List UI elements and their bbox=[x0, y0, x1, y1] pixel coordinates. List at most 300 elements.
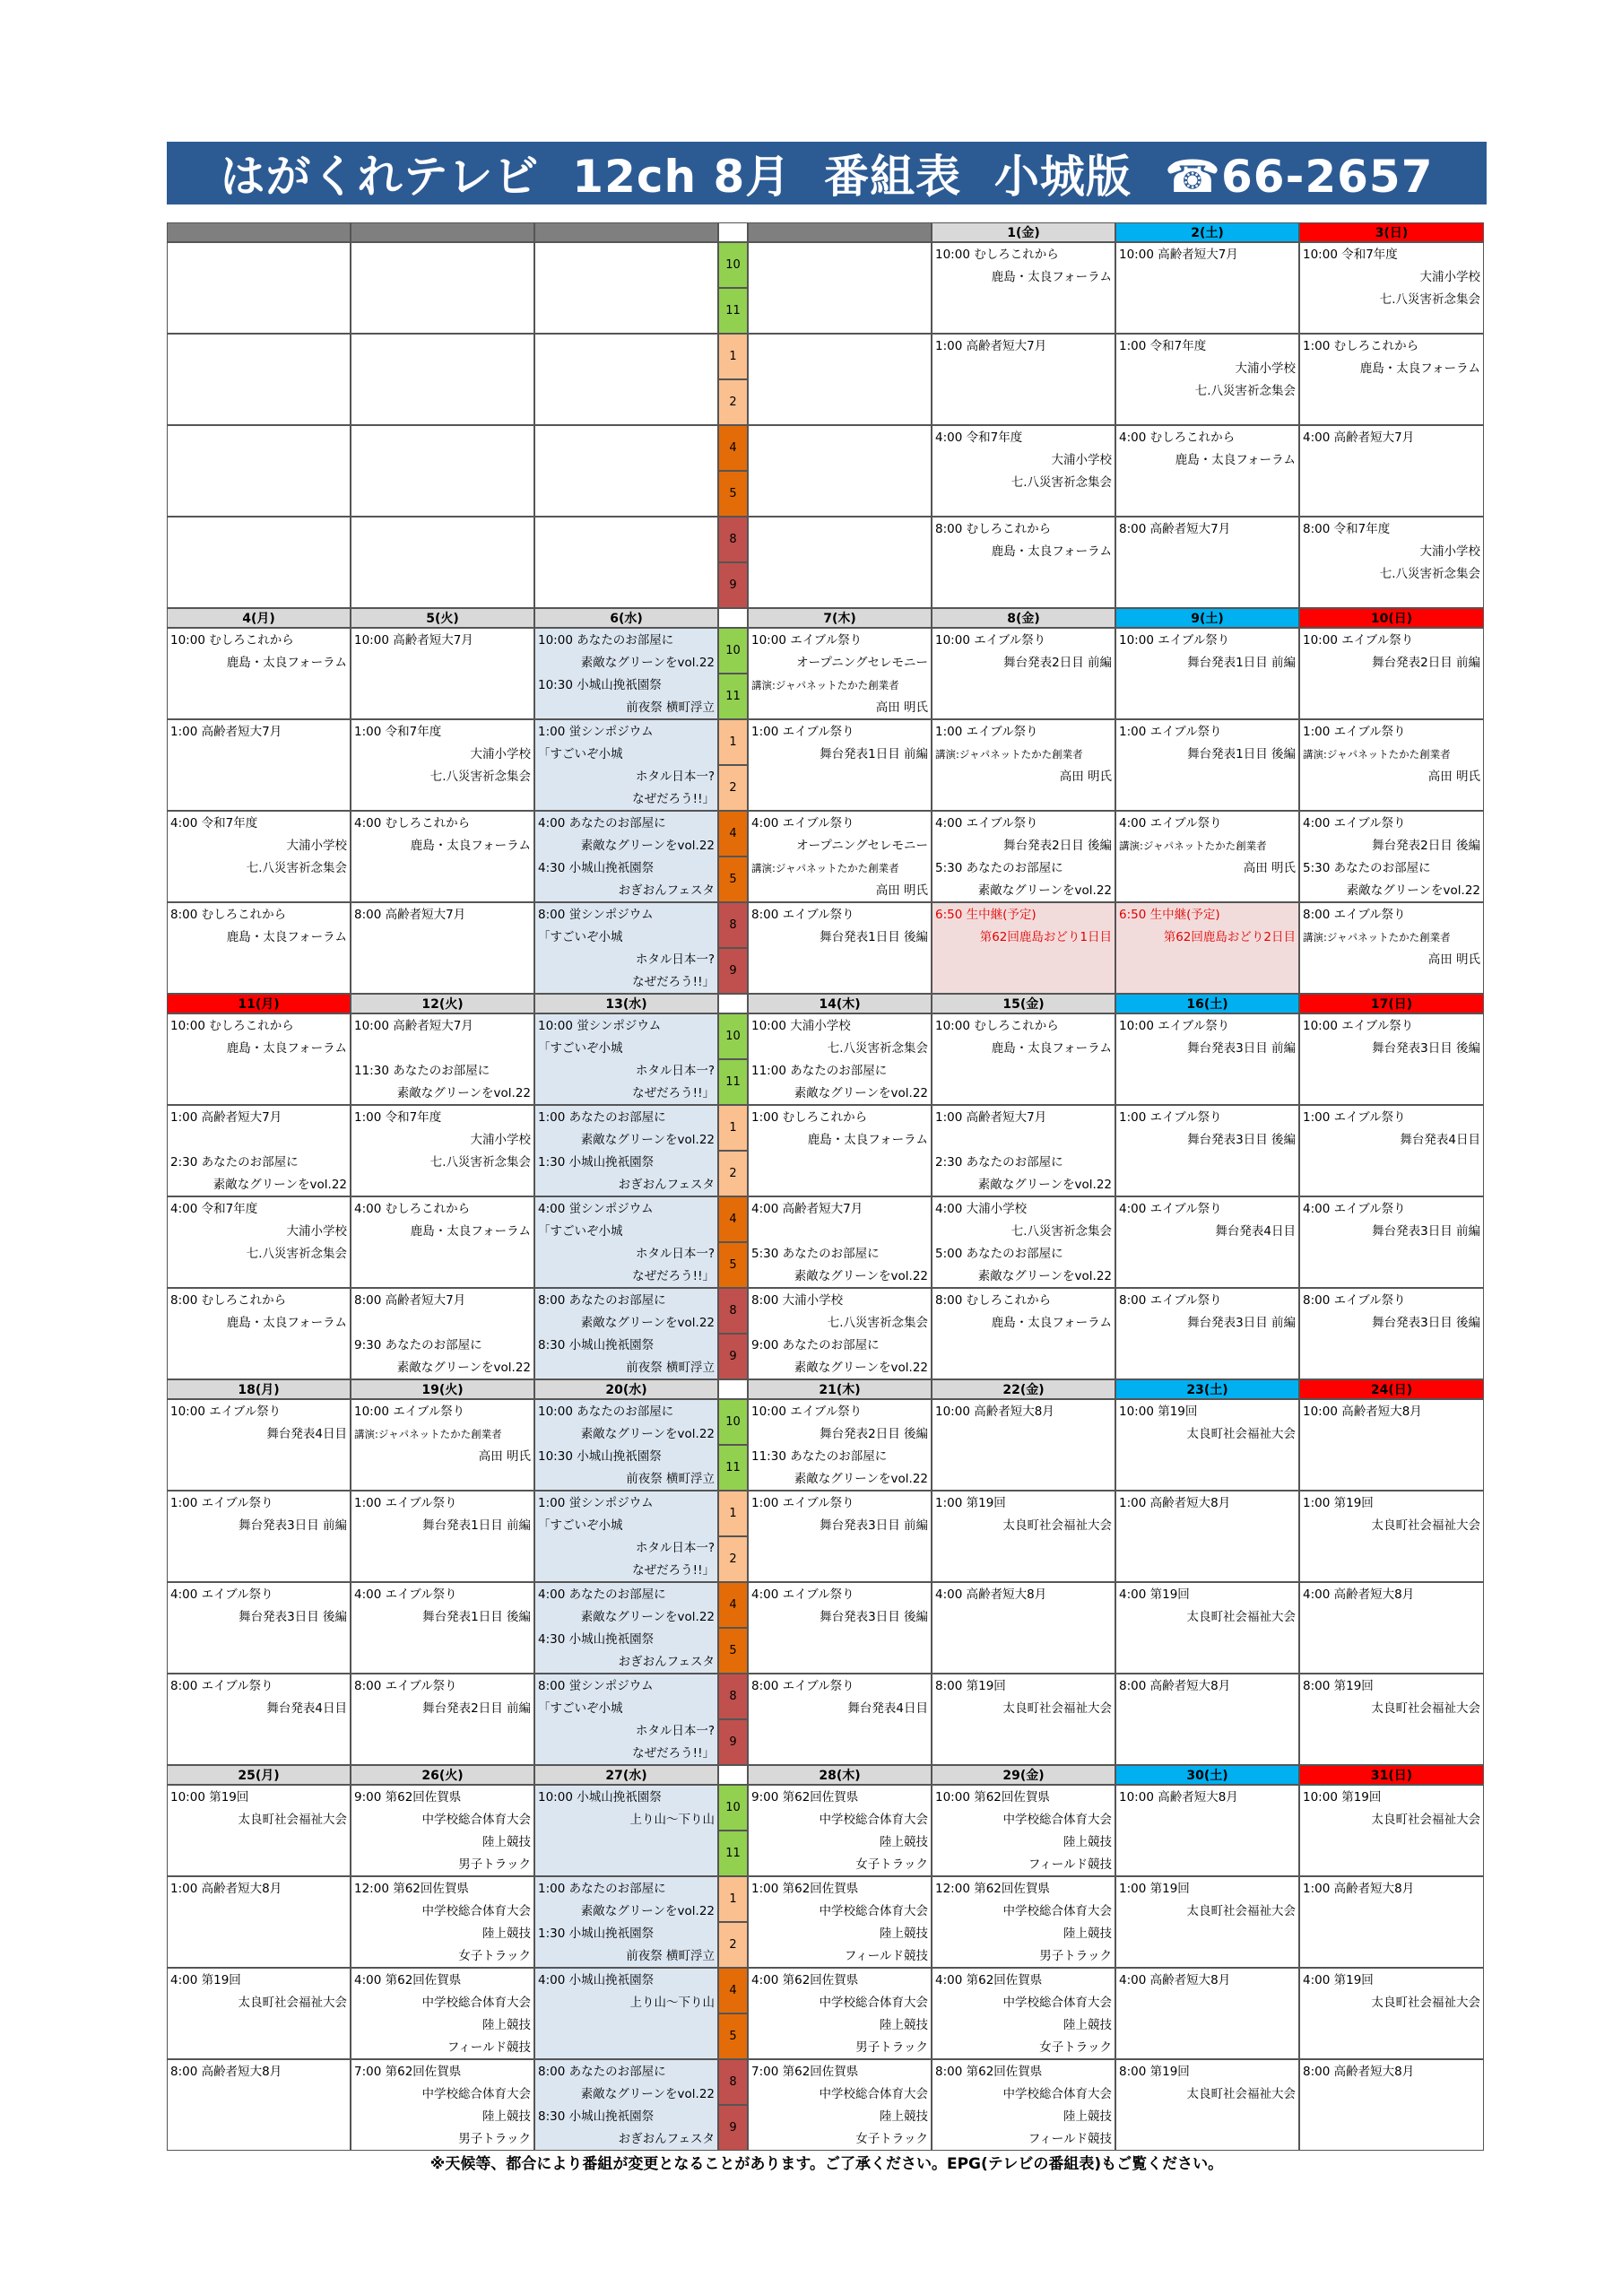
program-cell bbox=[167, 1013, 351, 1105]
program-line: 4:30 小城山挽祇園祭 bbox=[538, 1632, 655, 1647]
program-cell bbox=[351, 1399, 534, 1491]
program-line: 陸上競技 bbox=[482, 1926, 531, 1941]
program-cell bbox=[351, 425, 534, 517]
day-header: 23(土) bbox=[1115, 1379, 1299, 1399]
program-line: 鹿島・太良フォーラム bbox=[991, 544, 1112, 559]
program-cell bbox=[932, 1674, 1115, 1765]
program-line: 陸上競技 bbox=[880, 1835, 928, 1849]
program-line: 素敵なグリーンをvol.22 bbox=[580, 1427, 715, 1441]
program-line: 1:00 むしろこれから bbox=[751, 1110, 868, 1125]
program-line: 舞台発表3日目 後編 bbox=[1187, 1133, 1296, 1147]
program-line: 10:00 第19回 bbox=[1303, 1790, 1382, 1805]
program-line: 講演:ジャパネットたかた創業者 bbox=[751, 679, 899, 691]
program-line: 陸上競技 bbox=[482, 2109, 531, 2124]
hour-label: 9 bbox=[718, 1719, 748, 1765]
program-line: おぎおんフェスタ bbox=[618, 1655, 715, 1669]
hour-label: 4 bbox=[718, 1582, 748, 1628]
day-header bbox=[534, 222, 718, 242]
program-line: 10:00 エイブル祭り bbox=[751, 1405, 863, 1419]
program-line: 4:00 エイブル祭り bbox=[751, 1587, 854, 1602]
program-cell bbox=[167, 334, 351, 425]
program-cell bbox=[1115, 1674, 1299, 1765]
program-line: 2:30 あなたのお部屋に bbox=[935, 1155, 1063, 1170]
program-line: 舞台発表3日目 前編 bbox=[1187, 1316, 1296, 1330]
program-line: 4:00 高齢者短大7月 bbox=[751, 1202, 863, 1216]
program-cell bbox=[534, 1399, 718, 1491]
program-line: ホタル日本一? bbox=[635, 1247, 715, 1261]
program-line: 大浦小学校 bbox=[1419, 544, 1480, 559]
program-line: 鹿島・太良フォーラム bbox=[410, 1224, 531, 1239]
program-cell bbox=[748, 2059, 932, 2151]
program-line: 1:00 エイブル祭り bbox=[354, 1496, 457, 1510]
program-cell bbox=[748, 1013, 932, 1105]
day-header: 20(水) bbox=[534, 1379, 718, 1399]
program-line: 中学校総合体育大会 bbox=[421, 1813, 531, 1827]
program-line: 素敵なグリーンをvol.22 bbox=[213, 1178, 347, 1192]
program-line: 4:00 小城山挽祇園祭 bbox=[538, 1973, 655, 1987]
program-line: 素敵なグリーンをvol.22 bbox=[794, 1269, 928, 1283]
hour-gutter-header bbox=[718, 994, 748, 1013]
program-cell bbox=[167, 1196, 351, 1288]
program-line: 8:00 高齢者短大7月 bbox=[354, 1293, 466, 1308]
day-header: 19(火) bbox=[351, 1379, 534, 1399]
program-cell bbox=[1299, 811, 1484, 902]
program-line: 大浦小学校 bbox=[1051, 453, 1112, 467]
program-line: 1:00 あなたのお部屋に bbox=[538, 1110, 666, 1125]
program-line: 4:30 小城山挽祇園祭 bbox=[538, 861, 655, 875]
program-line: 8:00 第19回 bbox=[935, 1679, 1006, 1693]
program-line: 舞台発表1日目 前編 bbox=[422, 1518, 531, 1533]
day-header: 25(月) bbox=[167, 1765, 351, 1785]
day-header: 29(金) bbox=[932, 1765, 1115, 1785]
program-line: 舞台発表2日目 前編 bbox=[1003, 656, 1112, 670]
program-line: 10:00 あなたのお部屋に bbox=[538, 633, 674, 648]
day-header: 3(日) bbox=[1299, 222, 1484, 242]
program-cell bbox=[167, 1876, 351, 1968]
program-line: 9:30 あなたのお部屋に bbox=[354, 1338, 482, 1352]
hour-label: 1 bbox=[718, 1876, 748, 1922]
program-line: 8:00 蛍シンポジウム bbox=[538, 1679, 654, 1693]
program-cell bbox=[534, 1013, 718, 1105]
program-line: 七.八災害祈念集会 bbox=[246, 1247, 347, 1261]
day-header bbox=[167, 222, 351, 242]
program-line: 10:00 第62回佐賀県 bbox=[935, 1790, 1050, 1805]
program-cell bbox=[1299, 1674, 1484, 1765]
program-cell bbox=[1299, 1876, 1484, 1968]
program-line: 10:00 高齢者短大7月 bbox=[354, 1019, 473, 1033]
day-header: 9(土) bbox=[1115, 608, 1299, 628]
program-line: 10:00 高齢者短大7月 bbox=[354, 633, 473, 648]
program-line: 8:00 第62回佐賀県 bbox=[935, 2065, 1043, 2079]
program-line: 講演:ジャパネットたかた創業者 bbox=[354, 1428, 502, 1440]
program-cell bbox=[932, 1876, 1115, 1968]
hour-label: 5 bbox=[718, 1628, 748, 1674]
day-header: 30(土) bbox=[1115, 1765, 1299, 1785]
program-line: 4:00 第62回佐賀県 bbox=[751, 1973, 859, 1987]
program-line: 4:00 令和7年度 bbox=[935, 430, 1023, 445]
program-line: 上り山～下り山 bbox=[629, 1813, 715, 1827]
program-line: 舞台発表3日目 前編 bbox=[820, 1518, 928, 1533]
program-line: 8:00 むしろこれから bbox=[935, 1293, 1052, 1308]
program-line: ホタル日本一? bbox=[635, 1724, 715, 1738]
day-header: 11(月) bbox=[167, 994, 351, 1013]
hour-label: 1 bbox=[718, 334, 748, 379]
day-header: 16(土) bbox=[1115, 994, 1299, 1013]
program-line: 舞台発表3日目 前編 bbox=[239, 1518, 347, 1533]
program-line: 太良町社会福祉大会 bbox=[1002, 1518, 1112, 1533]
program-cell bbox=[534, 811, 718, 902]
hour-label: 2 bbox=[718, 1151, 748, 1196]
hour-label: 8 bbox=[718, 517, 748, 562]
day-header: 7(木) bbox=[748, 608, 932, 628]
program-line: 鹿島・太良フォーラム bbox=[226, 1041, 347, 1056]
program-line: 大浦小学校 bbox=[470, 1133, 531, 1147]
program-line: 素敵なグリーンをvol.22 bbox=[396, 1086, 531, 1100]
program-cell bbox=[351, 242, 534, 334]
hour-label: 10 bbox=[718, 242, 748, 288]
hour-label: 2 bbox=[718, 379, 748, 425]
program-line: 10:00 高齢者短大8月 bbox=[935, 1405, 1054, 1419]
program-line: 素敵なグリーンをvol.22 bbox=[977, 1178, 1112, 1192]
hour-label: 8 bbox=[718, 1674, 748, 1719]
program-line: 1:00 高齢者短大8月 bbox=[170, 1882, 282, 1896]
program-line: 10:00 エイブル祭り bbox=[1303, 633, 1414, 648]
program-cell bbox=[351, 1491, 534, 1582]
program-cell bbox=[932, 1399, 1115, 1491]
program-line: 素敵なグリーンをvol.22 bbox=[580, 1133, 715, 1147]
program-cell bbox=[534, 2059, 718, 2151]
program-line: 太良町社会福祉大会 bbox=[238, 1813, 347, 1827]
program-line: 鹿島・太良フォーラム bbox=[226, 930, 347, 944]
program-line: 4:00 高齢者短大8月 bbox=[1303, 1587, 1415, 1602]
program-line bbox=[354, 1312, 531, 1335]
day-header: 18(月) bbox=[167, 1379, 351, 1399]
program-cell bbox=[932, 334, 1115, 425]
program-cell bbox=[1115, 811, 1299, 902]
program-line: 太良町社会福祉大会 bbox=[1002, 1701, 1112, 1716]
program-line: 素敵なグリーンをvol.22 bbox=[580, 656, 715, 670]
program-cell bbox=[351, 902, 534, 994]
program-line: 8:30 小城山挽祇園祭 bbox=[538, 1338, 655, 1352]
program-cell bbox=[351, 1785, 534, 1876]
program-line: おぎおんフェスタ bbox=[618, 2132, 715, 2146]
program-line: 舞台発表2日目 後編 bbox=[1372, 839, 1480, 853]
program-line: 5:30 あなたのお部屋に bbox=[935, 861, 1063, 875]
program-cell bbox=[351, 628, 534, 719]
program-line: 陸上競技 bbox=[482, 1835, 531, 1849]
program-line: 男子トラック bbox=[458, 2132, 531, 2146]
program-line: 1:00 高齢者短大7月 bbox=[170, 1110, 282, 1125]
program-line: 12:00 第62回佐賀県 bbox=[354, 1882, 469, 1896]
program-line: 七.八災害祈念集会 bbox=[1379, 292, 1480, 307]
day-header: 17(日) bbox=[1299, 994, 1484, 1013]
program-cell bbox=[932, 628, 1115, 719]
program-cell bbox=[1299, 719, 1484, 811]
program-line: 太良町社会福祉大会 bbox=[1371, 1701, 1480, 1716]
program-line: 太良町社会福祉大会 bbox=[1186, 1904, 1296, 1918]
hour-label: 8 bbox=[718, 2059, 748, 2105]
hour-label: 8 bbox=[718, 902, 748, 948]
program-line: 9:00 あなたのお部屋に bbox=[751, 1338, 880, 1352]
program-cell bbox=[1115, 628, 1299, 719]
program-line: 8:00 エイブル祭り bbox=[354, 1679, 457, 1693]
program-line: 太良町社会福祉大会 bbox=[1371, 1813, 1480, 1827]
program-line: 8:00 高齢者短大8月 bbox=[1119, 1679, 1231, 1693]
program-line: 中学校総合体育大会 bbox=[819, 1813, 928, 1827]
hour-label: 4 bbox=[718, 425, 748, 471]
program-line: 太良町社会福祉大会 bbox=[1186, 1427, 1296, 1441]
program-cell bbox=[748, 811, 932, 902]
program-cell bbox=[748, 628, 932, 719]
day-header: 28(木) bbox=[748, 1765, 932, 1785]
program-line: 10:00 大浦小学校 bbox=[751, 1019, 851, 1033]
program-cell bbox=[748, 1105, 932, 1196]
program-line: 8:00 むしろこれから bbox=[170, 1293, 287, 1308]
program-line: 7:00 第62回佐賀県 bbox=[354, 2065, 462, 2079]
footnote: ※天候等、都合により番組が変更となることがあります。ご了承ください。EPG(テレビの番組表)もご覧ください。 bbox=[429, 2155, 1224, 2173]
program-line: オープニングセレモニー bbox=[796, 656, 928, 670]
program-line: 七.八災害祈念集会 bbox=[429, 1155, 531, 1170]
program-cell bbox=[748, 242, 932, 334]
program-line: 舞台発表3日目 後編 bbox=[1372, 1316, 1480, 1330]
program-line: 鹿島・太良フォーラム bbox=[991, 1316, 1112, 1330]
program-line: 8:00 エイブル祭り bbox=[1303, 1293, 1406, 1308]
hour-label: 2 bbox=[718, 765, 748, 811]
program-line: 10:00 エイブル祭り bbox=[354, 1405, 465, 1419]
program-line: 4:00 蛍シンポジウム bbox=[538, 1202, 654, 1216]
program-cell bbox=[351, 1196, 534, 1288]
program-line: 女子トラック bbox=[855, 1857, 928, 1872]
program-cell bbox=[748, 1785, 932, 1876]
program-line: 8:00 令和7年度 bbox=[1303, 522, 1391, 536]
hour-label: 2 bbox=[718, 1922, 748, 1968]
hour-label: 4 bbox=[718, 811, 748, 857]
program-line: 1:00 第19回 bbox=[935, 1496, 1006, 1510]
day-header: 4(月) bbox=[167, 608, 351, 628]
program-line: なぜだろう!!」 bbox=[632, 792, 715, 806]
program-cell bbox=[167, 242, 351, 334]
program-line: フィールド競技 bbox=[1028, 2132, 1112, 2146]
hour-label: 9 bbox=[718, 1334, 748, 1379]
program-cell bbox=[351, 517, 534, 608]
hour-label: 10 bbox=[718, 1399, 748, 1445]
program-cell bbox=[167, 517, 351, 608]
program-line: 舞台発表3日目 後編 bbox=[239, 1610, 347, 1624]
program-line: 大浦小学校 bbox=[1419, 270, 1480, 284]
program-line: 舞台発表1日目 後編 bbox=[820, 930, 928, 944]
program-line: 中学校総合体育大会 bbox=[819, 1996, 928, 2010]
program-cell bbox=[1115, 1582, 1299, 1674]
program-line: 2:30 あなたのお部屋に bbox=[170, 1155, 299, 1170]
program-cell bbox=[932, 1491, 1115, 1582]
hour-label: 5 bbox=[718, 1242, 748, 1288]
program-line: 大浦小学校 bbox=[1235, 361, 1296, 376]
program-line: 1:00 高齢者短大8月 bbox=[1303, 1882, 1415, 1896]
hour-label: 4 bbox=[718, 1196, 748, 1242]
program-line: 素敵なグリーンをvol.22 bbox=[580, 2087, 715, 2101]
hour-label: 5 bbox=[718, 471, 748, 517]
program-line bbox=[170, 1129, 347, 1152]
program-line: 8:00 むしろこれから bbox=[170, 908, 287, 922]
hour-gutter-header bbox=[718, 1765, 748, 1785]
program-line: なぜだろう!!」 bbox=[632, 1086, 715, 1100]
program-line: 素敵なグリーンをvol.22 bbox=[580, 1610, 715, 1624]
program-line: 10:00 むしろこれから bbox=[170, 633, 294, 648]
program-line: 素敵なグリーンをvol.22 bbox=[977, 883, 1112, 898]
program-cell bbox=[748, 334, 932, 425]
program-line: 1:00 第62回佐賀県 bbox=[751, 1882, 859, 1896]
program-line: 高田 明氏 bbox=[478, 1449, 531, 1464]
program-cell bbox=[167, 2059, 351, 2151]
program-line: 1:00 エイブル祭り bbox=[751, 1496, 854, 1510]
program-line: 第62回鹿島おどり1日目 bbox=[979, 930, 1112, 944]
program-line: 1:00 令和7年度 bbox=[354, 725, 442, 739]
program-line: おぎおんフェスタ bbox=[618, 1178, 715, 1192]
day-header: 22(金) bbox=[932, 1379, 1115, 1399]
program-cell bbox=[1115, 334, 1299, 425]
program-line: 4:00 第62回佐賀県 bbox=[354, 1973, 462, 1987]
program-line: 1:30 小城山挽祇園祭 bbox=[538, 1155, 655, 1170]
program-cell bbox=[167, 628, 351, 719]
program-line: 舞台発表4日目 bbox=[266, 1701, 347, 1716]
hour-label: 10 bbox=[718, 1785, 748, 1831]
program-cell bbox=[167, 902, 351, 994]
program-cell bbox=[1115, 1013, 1299, 1105]
program-line: 素敵なグリーンをvol.22 bbox=[794, 1472, 928, 1486]
program-line: ホタル日本一? bbox=[635, 770, 715, 784]
program-line: 10:00 小城山挽祇園祭 bbox=[538, 1790, 662, 1805]
program-line: 鹿島・太良フォーラム bbox=[226, 656, 347, 670]
day-header: 15(金) bbox=[932, 994, 1115, 1013]
program-line: 太良町社会福祉大会 bbox=[1186, 2087, 1296, 2101]
hour-gutter-header bbox=[718, 1379, 748, 1399]
program-line: 陸上競技 bbox=[1063, 2109, 1112, 2124]
program-line: 10:00 むしろこれから bbox=[935, 1019, 1059, 1033]
program-line: 舞台発表4日目 bbox=[266, 1427, 347, 1441]
program-line: 10:00 エイブル祭り bbox=[751, 633, 863, 648]
program-line: 10:00 エイブル祭り bbox=[1303, 1019, 1414, 1033]
program-cell bbox=[1299, 1785, 1484, 1876]
program-line: 舞台発表3日目 前編 bbox=[1372, 1224, 1480, 1239]
program-cell bbox=[932, 517, 1115, 608]
program-line: 中学校総合体育大会 bbox=[819, 2087, 928, 2101]
program-cell bbox=[1115, 425, 1299, 517]
program-cell bbox=[167, 811, 351, 902]
program-cell bbox=[1299, 1196, 1484, 1288]
program-cell bbox=[748, 517, 932, 608]
program-line: 4:00 第19回 bbox=[1119, 1587, 1190, 1602]
program-line: 舞台発表4日目 bbox=[1400, 1133, 1480, 1147]
hour-label: 11 bbox=[718, 1445, 748, 1491]
program-line: 講演:ジャパネットたかた創業者 bbox=[935, 748, 1083, 761]
day-header: 21(木) bbox=[748, 1379, 932, 1399]
program-cell bbox=[1115, 1196, 1299, 1288]
program-cell bbox=[351, 811, 534, 902]
program-cell bbox=[1115, 719, 1299, 811]
program-line: なぜだろう!!」 bbox=[632, 1269, 715, 1283]
program-cell bbox=[1299, 1105, 1484, 1196]
hour-gutter-header bbox=[718, 222, 748, 242]
program-cell bbox=[167, 719, 351, 811]
program-cell bbox=[748, 719, 932, 811]
program-line: 七.八災害祈念集会 bbox=[1194, 384, 1296, 398]
program-line: 舞台発表3日目 後編 bbox=[1372, 1041, 1480, 1056]
program-cell bbox=[1115, 1105, 1299, 1196]
hour-label: 8 bbox=[718, 1288, 748, 1334]
hour-label: 9 bbox=[718, 2105, 748, 2151]
program-cell bbox=[1299, 1288, 1484, 1379]
program-cell bbox=[534, 1582, 718, 1674]
program-cell bbox=[167, 1785, 351, 1876]
hour-label: 11 bbox=[718, 674, 748, 719]
program-line: 七.八災害祈念集会 bbox=[1379, 567, 1480, 581]
program-line: 「すごいぞ小城 bbox=[538, 1041, 623, 1056]
program-line: 1:00 エイブル祭り bbox=[1119, 1110, 1222, 1125]
program-line: 4:00 高齢者短大7月 bbox=[1303, 430, 1415, 445]
program-line: 4:00 エイブル祭り bbox=[354, 1587, 457, 1602]
program-cell bbox=[167, 1288, 351, 1379]
program-line: 4:00 令和7年度 bbox=[170, 816, 258, 831]
hour-label: 2 bbox=[718, 1536, 748, 1582]
program-cell bbox=[932, 1013, 1115, 1105]
program-line: 10:00 高齢者短大8月 bbox=[1119, 1790, 1238, 1805]
program-line: 中学校総合体育大会 bbox=[421, 1904, 531, 1918]
program-cell bbox=[932, 811, 1115, 902]
program-cell bbox=[1299, 1013, 1484, 1105]
program-line: 「すごいぞ小城 bbox=[538, 1701, 623, 1716]
program-line: 8:00 エイブル祭り bbox=[1119, 1293, 1222, 1308]
program-line: 中学校総合体育大会 bbox=[1002, 1813, 1112, 1827]
program-line: 4:00 大浦小学校 bbox=[935, 1202, 1028, 1216]
program-line: 鹿島・太良フォーラム bbox=[991, 1041, 1112, 1056]
program-line: 舞台発表4日目 bbox=[1215, 1224, 1296, 1239]
program-line: 舞台発表3日目 後編 bbox=[820, 1610, 928, 1624]
program-cell bbox=[167, 1674, 351, 1765]
program-line: 4:00 高齢者短大8月 bbox=[1119, 1973, 1231, 1987]
program-line: 8:00 高齢者短大8月 bbox=[170, 2065, 282, 2079]
program-line: オープニングセレモニー bbox=[796, 839, 928, 853]
program-line: 1:00 エイブル祭り bbox=[1303, 1110, 1406, 1125]
program-line: 9:00 第62回佐賀県 bbox=[354, 1790, 462, 1805]
program-line: ホタル日本一? bbox=[635, 1541, 715, 1555]
program-line: 8:00 高齢者短大7月 bbox=[1119, 522, 1231, 536]
program-line: 5:30 あなたのお部屋に bbox=[751, 1247, 880, 1261]
program-line: 10:00 高齢者短大7月 bbox=[1119, 248, 1238, 262]
program-line: 中学校総合体育大会 bbox=[1002, 2087, 1112, 2101]
program-line: 8:00 エイブル祭り bbox=[751, 908, 854, 922]
program-line: フィールド競技 bbox=[844, 1949, 928, 1963]
program-line: 1:00 エイブル祭り bbox=[170, 1496, 273, 1510]
program-cell bbox=[534, 628, 718, 719]
program-line: フィールド競技 bbox=[1028, 1857, 1112, 1872]
program-line: 陸上競技 bbox=[482, 2018, 531, 2032]
program-cell bbox=[1299, 1582, 1484, 1674]
program-line: 鹿島・太良フォーラム bbox=[410, 839, 531, 853]
hour-label: 5 bbox=[718, 857, 748, 902]
program-cell bbox=[534, 242, 718, 334]
program-line: 4:00 エイブル祭り bbox=[170, 1587, 273, 1602]
program-line: 舞台発表4日目 bbox=[847, 1701, 928, 1716]
program-line: 10:00 エイブル祭り bbox=[935, 633, 1046, 648]
program-line: 1:00 エイブル祭り bbox=[1303, 725, 1406, 739]
program-line: 1:00 令和7年度 bbox=[1119, 339, 1207, 353]
program-line: 七.八災害祈念集会 bbox=[827, 1041, 928, 1056]
program-cell bbox=[351, 2059, 534, 2151]
program-line: 陸上競技 bbox=[1063, 1926, 1112, 1941]
program-line: 鹿島・太良フォーラム bbox=[226, 1316, 347, 1330]
program-line: 4:00 エイブル祭り bbox=[1119, 1202, 1222, 1216]
program-line: 8:00 第19回 bbox=[1119, 2065, 1190, 2079]
